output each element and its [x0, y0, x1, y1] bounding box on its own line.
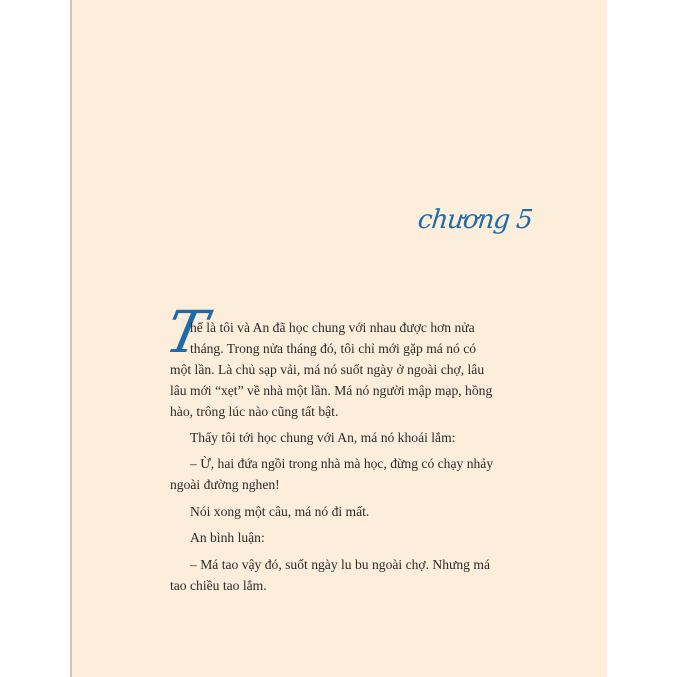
paragraph-4 [170, 501, 515, 522]
paragraph-6 [170, 554, 515, 596]
paragraph-line: hào, trông lúc nào cũng tất bật. [170, 404, 339, 419]
paragraph-line: Thấy tôi tới học chung với An, má nó khoái lắm: [190, 430, 456, 445]
paragraph-3 [170, 453, 515, 495]
paragraph-line: một lần. Là chủ sạp vải, má nó suốt ngày ở ngoài chợ, lâu [170, 362, 485, 377]
paragraph-line: An bình luận: [190, 530, 265, 545]
paragraph-line: tháng. Trong nửa tháng đó, tôi chỉ mới gặp má nó có [190, 341, 477, 356]
paragraph-line: lâu mới “xẹt” về nhà một lần. Má nó người mập mạp, hồng [170, 383, 493, 398]
paragraph-2 [170, 427, 515, 448]
chapter-title: chương 5 [416, 205, 534, 235]
drop-cap: T [159, 298, 213, 366]
paragraph-line: ngoài đường nghen! [170, 477, 280, 492]
paragraph-line: hế là tôi và An đã học chung với nhau được hơn nửa [190, 320, 475, 335]
paragraph-line: tao chiều tao lắm. [170, 578, 267, 593]
paragraph-line: Nói xong một câu, má nó đi mất. [190, 504, 370, 519]
paragraph-line: – Ừ, hai đứa ngồi trong nhà mà học, đừng có chạy nhảy [190, 456, 494, 471]
paragraph-5 [170, 527, 515, 548]
paragraph-line: – Má tao vậy đó, suốt ngày lu bu ngoài chợ. Nhưng má [190, 557, 490, 572]
paragraph-1 [170, 317, 515, 422]
